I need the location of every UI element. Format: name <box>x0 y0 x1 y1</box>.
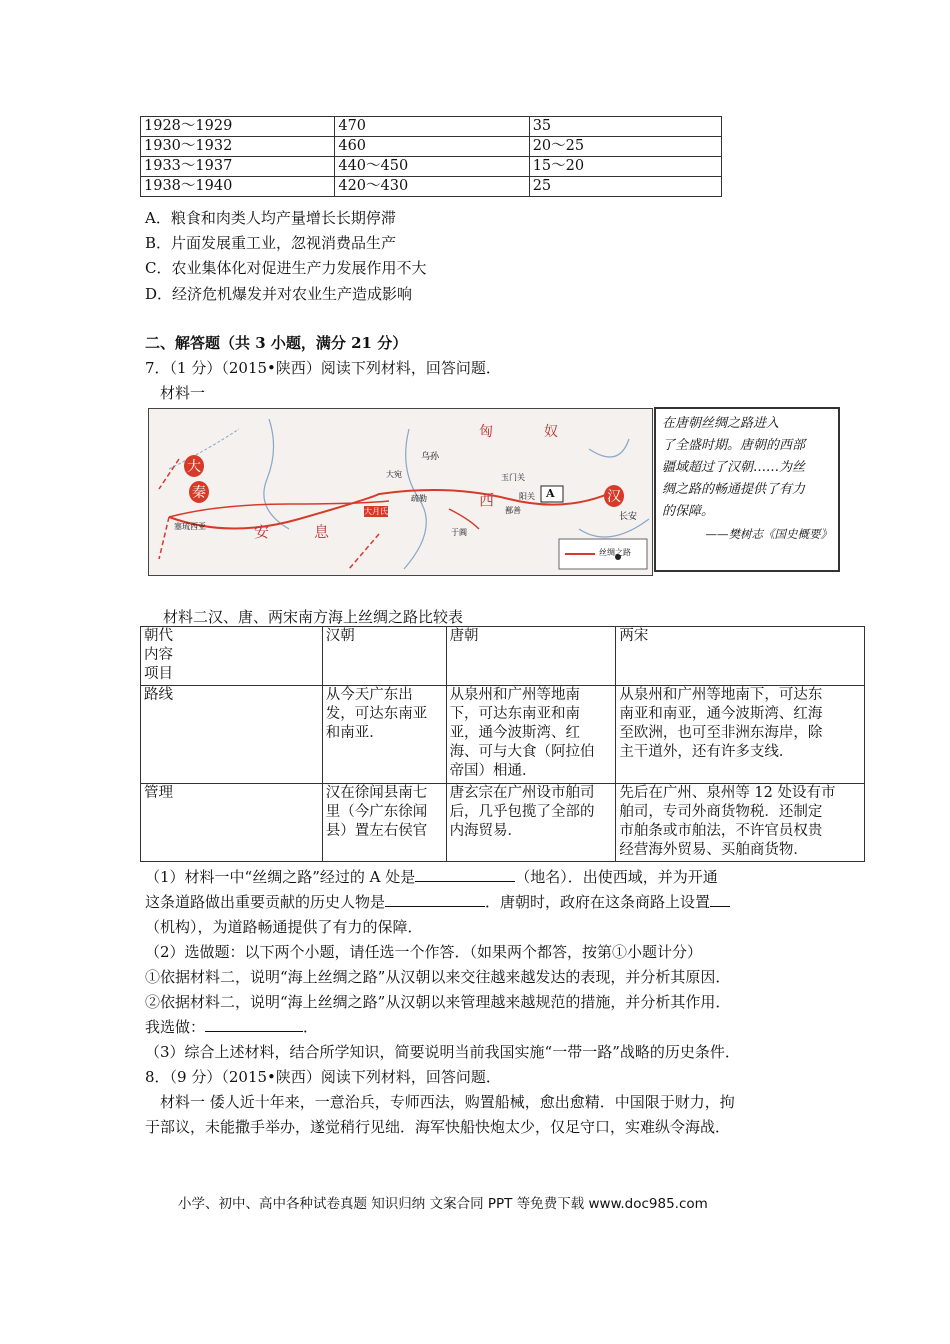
cell-tang <box>446 784 616 862</box>
question-8-heading: 8．（9 分）（2015•陕西）阅读下列材料，回答问题． <box>145 1068 501 1086</box>
cell-line: 和南亚． <box>325 725 384 741</box>
comparison-table <box>140 626 865 862</box>
map-label-shanshan: 鄯善 <box>505 506 521 515</box>
cell-line: 内海贸易． <box>449 823 523 839</box>
map-label-dayuezhi: 大月氏 <box>364 507 388 516</box>
cell-line: 从泉州和广州等地南下，可达东 <box>619 687 823 703</box>
table-cell: 460 <box>335 137 529 157</box>
header-corner-line: 朝代 <box>144 628 173 644</box>
map-label-yumenguan: 玉门关 <box>501 473 525 482</box>
cell-line: 亚，通今波斯湾、红 <box>449 725 581 741</box>
answer-blank-person[interactable] <box>385 892 485 907</box>
q7-part1-line2: 这条道路做出重要贡献的历史人物是 ．唐朝时，政府在这条商路上设置 <box>145 891 730 912</box>
material-2-title: 材料二汉、唐、两宋南方海上丝绸之路比较表 <box>163 608 464 626</box>
map-label-shule: 疏勒 <box>411 494 427 503</box>
map-label-yangguan: 阳关 <box>519 492 535 501</box>
quote-line: 的保障。 <box>662 504 715 519</box>
cell-line: 发，可达东南亚 <box>325 706 428 722</box>
table-cell: 1933～1937 <box>141 157 335 177</box>
cell-line: 里（今广东徐闻 <box>325 804 428 820</box>
map-label-xi-an: 息 <box>314 523 330 541</box>
table-cell: 440～450 <box>335 157 529 177</box>
header-corner-line: 项目 <box>144 666 173 682</box>
header-corner-line: 内容 <box>144 647 173 663</box>
cell-line: 从今天广东出 <box>325 687 413 703</box>
cell-line: 帝国）相通． <box>449 763 537 779</box>
map-label-yutian: 于阗 <box>451 528 467 537</box>
table-cell: 420～430 <box>335 177 529 197</box>
q7-part1-line3: （机构），为道路畅通提供了有力的保障． <box>145 918 423 936</box>
map-label-xiongnu-2: 奴 <box>544 424 558 440</box>
q7-choice-line: 我选做： ． <box>145 1018 319 1036</box>
cell-line: 南亚和南亚，通今波斯湾、红海 <box>619 706 823 722</box>
table-row <box>141 137 722 157</box>
cell-han <box>322 784 446 862</box>
map-label-an: 安 <box>254 523 270 541</box>
map-graphic <box>149 409 652 575</box>
table-cell: 15～20 <box>529 157 721 177</box>
dynasty-han: 汉朝 <box>322 627 446 686</box>
cell-line: 主干道外，还有许多支线． <box>619 744 794 760</box>
table-row <box>141 177 722 197</box>
table-cell: 470 <box>335 117 529 137</box>
quote-source: ——樊树志《国史概要》 <box>705 527 832 541</box>
cell-line: 至欧洲，也可至非洲东海岸，除 <box>619 725 823 741</box>
map-label-a: A <box>546 487 555 500</box>
option-d: D．经济危机爆发并对农业生产造成影响 <box>145 285 413 303</box>
cell-line: 县）置左右侯官 <box>325 823 428 839</box>
row-label: 路线 <box>141 686 323 784</box>
table-header-corner <box>141 627 323 686</box>
q7-part2-option2: ②依据材料二，说明“海上丝绸之路”从汉朝以来管理越来越规范的措施，并分析其作用． <box>145 993 731 1011</box>
cell-line: 后，几乎包揽了全部的 <box>449 804 595 820</box>
q7-part2-option1: ①依据材料二，说明“海上丝绸之路”从汉朝以来交往越来越发达的表现，并分析其原因． <box>145 968 731 986</box>
table-row <box>141 157 722 177</box>
cell-line: 经营海外贸易、买舶商货物． <box>619 842 808 858</box>
cell-line: 从泉州和广州等地南 <box>449 687 581 703</box>
question-7-heading: 7．（1 分）（2015•陕西）阅读下列材料，回答问题． <box>145 359 501 377</box>
quote-line: 疆域超过了汉朝……为丝 <box>662 460 806 475</box>
table-cell: 35 <box>529 117 721 137</box>
cell-line: 海、可与大食（阿拉伯 <box>449 744 595 760</box>
map-label-sailuxiya: 塞琉西亚 <box>174 522 206 531</box>
cell-line: 唐玄宗在广州设市舶司 <box>449 785 595 801</box>
cell-line: 舶司，专司外商货物税．还制定 <box>619 804 823 820</box>
dynasty-song: 两宋 <box>616 627 865 686</box>
cell-song <box>616 784 865 862</box>
q8-material1-line2: 于部议，未能撒手举办，遂觉稍行见绌．海军快船快炮太少，仅足守口，实难纵令海战． <box>145 1118 731 1136</box>
silk-road-map <box>148 408 653 576</box>
quote-box <box>654 407 840 572</box>
option-b: B．片面发展重工业，忽视消费品生产 <box>145 234 397 252</box>
table-cell: 1930～1932 <box>141 137 335 157</box>
material-1-label: 材料一 <box>160 384 206 402</box>
answer-blank-place[interactable] <box>415 867 515 882</box>
table-cell: 1938～1940 <box>141 177 335 197</box>
map-label-wusun: 乌孙 <box>421 452 440 462</box>
cell-line: 汉在徐闻县南七 <box>325 785 428 801</box>
table-cell: 1928～1929 <box>141 117 335 137</box>
q7-part2: （2）选做题：以下两个小题，请任选一个作答．（如果两个都答，按第①小题计分） <box>145 943 703 961</box>
q8-material1-line1: 材料一 倭人近十年来，一意治兵，专师西法，购置船械，愈出愈精．中国限于财力，拘 <box>160 1093 735 1111</box>
row-label: 管理 <box>141 784 323 862</box>
q7-part3: （3）综合上述材料，结合所学知识，简要说明当前我国实施“一带一路”战略的历史条件． <box>145 1043 740 1061</box>
table-row <box>141 784 865 862</box>
cell-tang <box>446 686 616 784</box>
quote-line: 在唐朝丝绸之路进入 <box>662 416 780 431</box>
cell-han <box>322 686 446 784</box>
map-label-xi: 西 <box>479 491 495 509</box>
map-label-xiongnu-1: 匈 <box>479 424 493 440</box>
answer-blank-institution[interactable] <box>710 892 730 907</box>
cell-line: 下，可达东南亚和南 <box>449 706 581 722</box>
dynasty-tang: 唐朝 <box>446 627 616 686</box>
section-title: 二、解答题（共 3 小题，满分 21 分） <box>145 334 408 352</box>
table-cell: 25 <box>529 177 721 197</box>
quote-line: 了全盛时期。唐朝的西部 <box>662 438 806 453</box>
answer-blank-choice[interactable] <box>205 1017 303 1032</box>
quote-line: 绸之路的畅通提供了有力 <box>662 482 806 497</box>
map-label-dayuan: 大宛 <box>386 470 402 479</box>
map-label-da: 大 <box>184 455 204 477</box>
map-label-han: 汉 <box>604 485 624 507</box>
cell-line: 先后在广州、泉州等 12 处设有市 <box>619 785 836 801</box>
cell-song <box>616 686 865 784</box>
q7-part1-line1: （1）材料一中“丝绸之路”经过的 A 处是 （地名）．出使西域，并为开通 <box>145 868 718 886</box>
table-row <box>141 686 865 784</box>
map-label-qin: 秦 <box>189 481 209 503</box>
table-cell: 20～25 <box>529 137 721 157</box>
option-c: C．农业集体化对促进生产力发展作用不大 <box>145 259 427 277</box>
map-label-changan: 长安 <box>619 512 638 522</box>
page-footer: 小学、初中、高中各种试卷真题 知识归纳 文案合同 PPT 等免费下载 www.doc985.com <box>178 1196 708 1212</box>
map-legend-label: 丝绸之路 <box>599 548 631 557</box>
table-row <box>141 117 722 137</box>
option-a: A．粮食和肉类人均产量增长长期停滞 <box>145 209 396 227</box>
data-table-1 <box>140 116 722 197</box>
cell-line: 市舶条或市舶法，不许官员权贵 <box>619 823 823 839</box>
